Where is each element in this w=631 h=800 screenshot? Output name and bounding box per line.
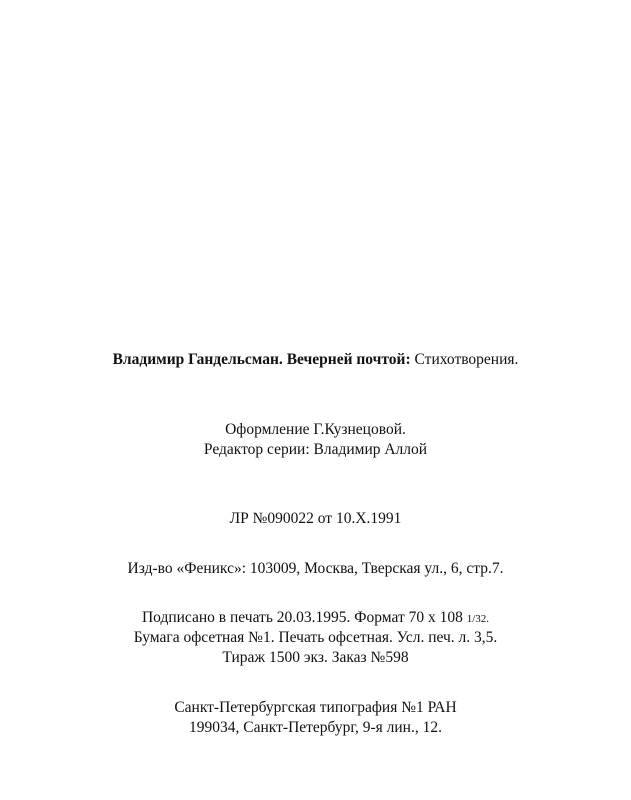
series-editor: Редактор серии: Владимир Аллой bbox=[203, 441, 428, 458]
format-fraction: 1/32. bbox=[466, 613, 490, 625]
printer-address: 199034, Санкт-Петербург, 9-я лин., 12. bbox=[189, 719, 442, 736]
circulation-info: Тираж 1500 экз. Заказ №598 bbox=[222, 649, 409, 666]
printer-name: Санкт-Петербургская типография №1 РАН bbox=[174, 699, 457, 716]
license-number: ЛР №090022 от 10.X.1991 bbox=[229, 510, 402, 527]
book-title-line bbox=[0, 350, 631, 369]
signed-to-print-line bbox=[0, 608, 631, 629]
publisher-address: Изд-во «Феникс»: 103009, Москва, Тверская ул., 6, стр.7. bbox=[127, 560, 504, 577]
book-author: Владимир Гандельсман. bbox=[112, 351, 283, 368]
book-genre: Стихотворения. bbox=[414, 351, 519, 368]
book-collection-title: Вечерней почтой: bbox=[286, 351, 411, 368]
signed-to-print: Подписано в печать 20.03.1995. Формат 70 x 108 bbox=[141, 609, 463, 626]
design-credit: Оформление Г.Кузнецовой. bbox=[225, 421, 406, 438]
paper-info: Бумага офсетная №1. Печать офсетная. Усл. печ. л. 3,5. bbox=[133, 629, 498, 646]
